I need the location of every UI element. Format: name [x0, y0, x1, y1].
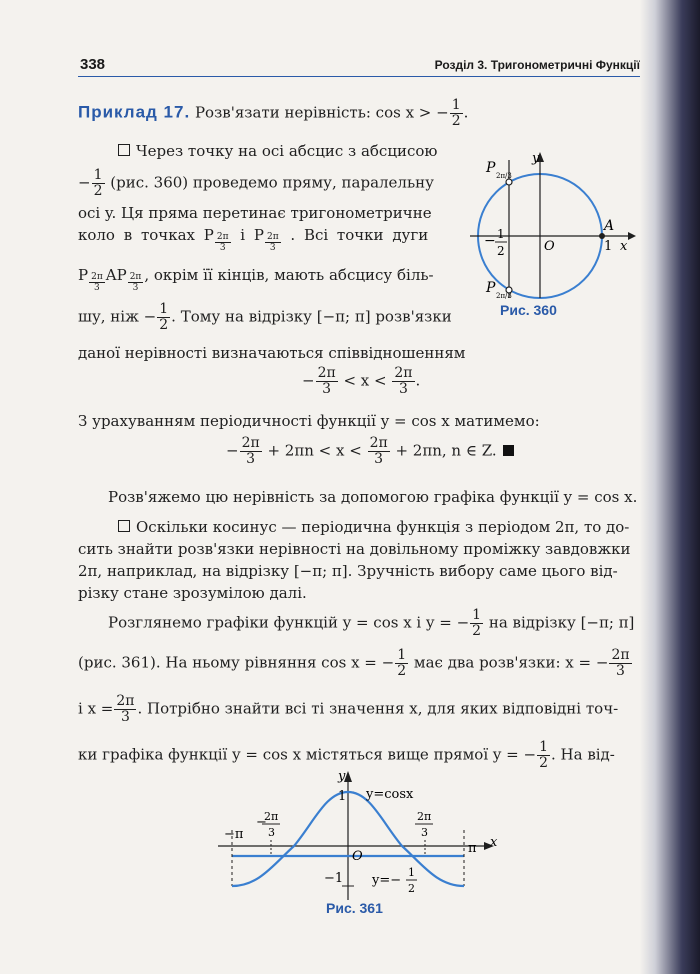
fig361-label-neg-2pi3-den: 3 [268, 826, 275, 839]
fig361-label-line-pre: y=− [372, 873, 402, 888]
solution-line-8: З урахуванням періодичності функції y = cos x матимемо: [78, 412, 540, 430]
chapter-title: Розділ 3. Тригонометричні Функції [434, 58, 640, 72]
fig360-label-half-den: 2 [497, 244, 505, 258]
solution-line-4: коло в точках P $\frac{2\pi}{3}$ і P $\frac{2\pi}{3}$ . Всі точки дуги [78, 226, 429, 253]
solution-line-6: шу, ніж − $\frac{1}{2}$ . Тому на відрізку [−π; π] розв'язки [78, 301, 452, 333]
page-number: 338 [80, 56, 106, 73]
solution-end-square-icon [503, 445, 514, 456]
fig361-label-o: O [352, 849, 363, 864]
fig361-label-y: y [338, 769, 346, 784]
solution-line-1: Через точку на осі абсцис з абсцисою [118, 142, 437, 160]
fig360-label-x: x [620, 239, 628, 254]
fig360-label-one: 1 [604, 239, 613, 254]
fig361-label-2pi3-num: 2π [417, 810, 432, 823]
fig360-label-a: A [604, 218, 615, 234]
fig361-label-neg-pi: −π [224, 827, 244, 842]
fig361-label-curve: y=cosx [366, 787, 414, 802]
graph-paragraph-2-line-2: сить знайти розв'язки нерівності на довільному проміжку завдовжки [78, 540, 631, 558]
graph-paragraph-2-line-3: 2π, наприклад, на відрізку [−π; π]. Зручність вибору саме цього від- [78, 562, 618, 580]
fig361-label-2pi3-den: 3 [421, 826, 428, 839]
fig360-label-half-num: 1 [497, 227, 505, 241]
x-axis-arrow [628, 232, 636, 240]
solution-line-5: P $\frac{2\pi}{3}$ AP $\frac{2\pi}{3}$ , окрім її кінців, мають абсцису біль- [78, 266, 434, 293]
page-header [78, 54, 640, 77]
task-fraction: $\frac{1}{2}$ [451, 97, 461, 129]
fig361-label-line-den: 2 [408, 882, 415, 895]
example-task: Розв'язати нерівність: cos x > − [194, 103, 449, 122]
fig360-label-minus: − [484, 233, 496, 249]
fig360-label-o: O [544, 239, 555, 254]
fig360-label-p-lower: P [486, 280, 496, 296]
graph-paragraph-2-line-4: різку стане зрозумілою далі. [78, 584, 307, 602]
example-label: Приклад 17. [78, 102, 191, 122]
fig361-label-line-num: 1 [408, 866, 415, 879]
binding-shadow [640, 0, 700, 974]
fig361-label-neg-2pi3-minus: − [256, 815, 267, 830]
graph-paragraph-1: Розв'яжемо цю нерівність за допомогою графіка функції y = cos x. [108, 488, 638, 506]
fig361-label-pi: π [468, 841, 477, 856]
fig360-label-p-upper: P [486, 160, 496, 176]
graph-paragraph-3-line-2: (рис. 361). На ньому рівняння cos x = − $\frac{1}{2}$ має два розв'язки: x = − $\frac{2\pi}{3}$ [78, 647, 630, 679]
graph-paragraph-3-line-4: ки графіка функції y = cos x містяться вище прямої y = − $\frac{1}{2}$ . На від- [78, 739, 615, 771]
solution-line-7: даної нерівності визначаються співвідношенням [78, 344, 466, 362]
formula-1: − $\frac{2\pi}{3}$ < x < $\frac{2\pi}{3}$ . [302, 365, 421, 397]
graph-paragraph-3-line-3: і x = $\frac{2\pi}{3}$ . Потрібно знайти всі ті значення x, для яких відповідні точ- [78, 693, 619, 725]
solution-line-2: − $\frac{1}{2}$ (рис. 360) проведемо пряму, паралельну [78, 167, 434, 199]
figure-360-unit-circle [470, 150, 648, 300]
fig360-label-p-lower-sub: 2π/3 [496, 292, 512, 300]
fig361-label-neg-2pi3-num: 2π [264, 810, 279, 823]
paragraph-square-icon [118, 520, 130, 532]
fig360-label-p-upper-sub: 2π/3 [496, 172, 512, 180]
solution-line-3: осі y. Ця пряма перетинає тригонометричне [78, 204, 432, 222]
figure-361-caption: Рис. 361 [326, 900, 383, 916]
fig361-label-x: x [490, 835, 498, 850]
example-heading: Приклад 17. Розв'язати нерівність: cos x > − $\frac{1}{2}$ . [78, 97, 469, 129]
figure-361-cos-graph [214, 768, 514, 904]
fig360-label-y: y [532, 151, 540, 166]
formula-2: − $\frac{2\pi}{3}$ + 2πn < x < $\frac{2\pi}{3}$ + 2πn, n ∈ Z. [226, 436, 514, 467]
graph-paragraph-2-line-1: Оскільки косинус — періодична функція з періодом 2π, то до- [118, 518, 629, 536]
solution-start-square-icon [118, 144, 130, 156]
figure-360-caption: Рис. 360 [500, 302, 557, 318]
fig361-label-neg-one: −1 [324, 871, 344, 886]
fig361-label-one: 1 [338, 789, 347, 804]
graph-paragraph-3-line-1: Розглянемо графіки функцій y = cos x і y = − $\frac{1}{2}$ на відрізку [−π; π] [108, 607, 635, 639]
